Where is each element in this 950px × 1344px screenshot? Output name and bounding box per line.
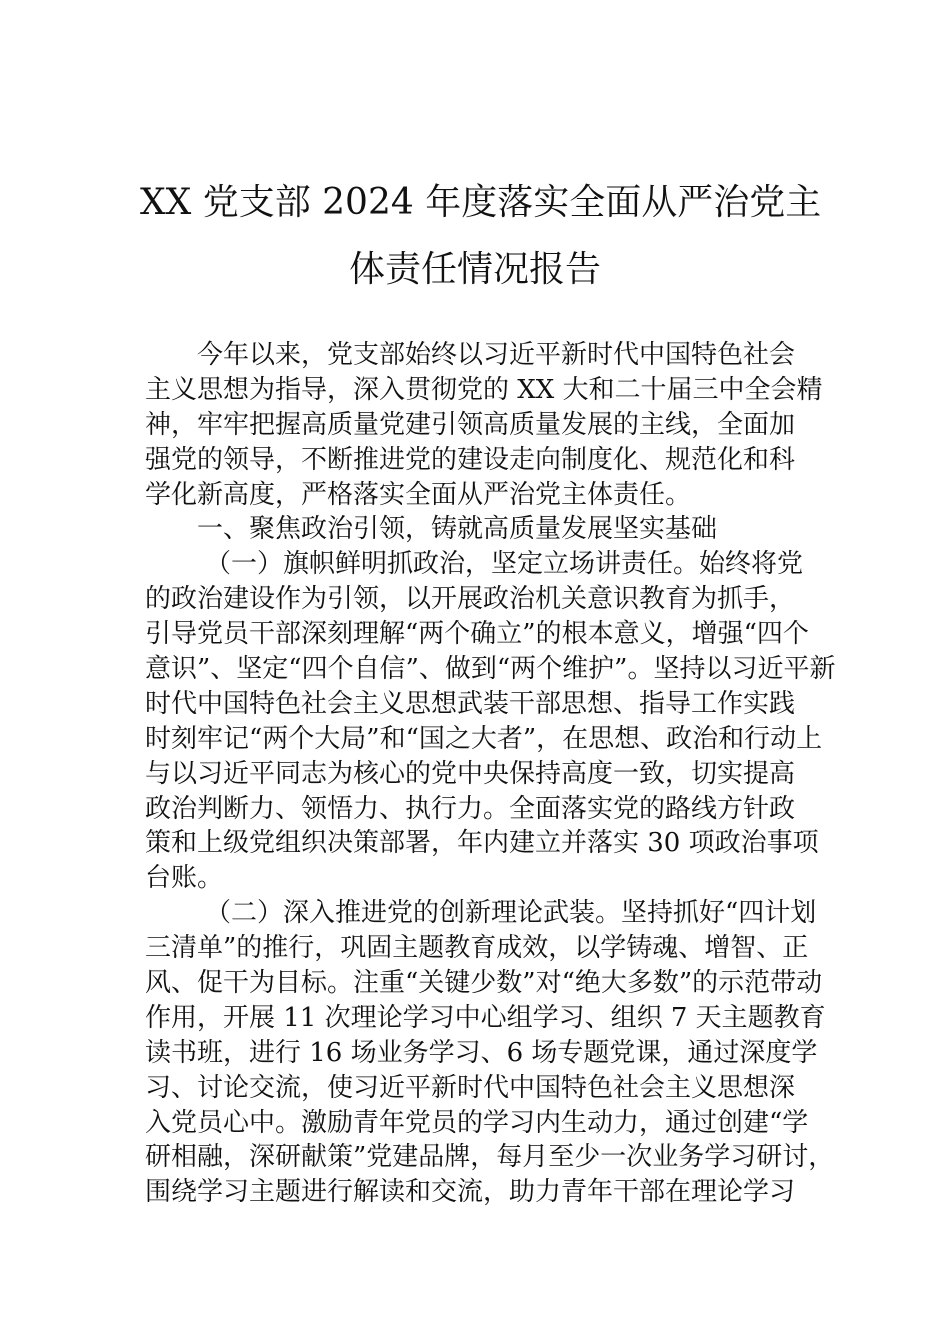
section-heading-1: 一、聚焦政治引领，铸就高质量发展坚实基础 — [197, 514, 718, 545]
paragraph-1-line: 与以习近平同志为核心的党中央保持高度一致，切实提高 — [145, 758, 796, 789]
paragraph-1-line: 引导党员干部深刻理解“两个确立”的根本意义，增强“四个 — [145, 619, 809, 650]
paragraph-2-line: 入党员心中。激励青年党员的学习内生动力，通过创建“学 — [145, 1107, 809, 1138]
paragraph-intro-line: 强党的领导，不断推进党的建设走向制度化、规范化和科 — [145, 444, 796, 475]
paragraph-1-line: 时刻牢记“两个大局”和“国之大者”，在思想、政治和行动上 — [145, 723, 823, 754]
paragraph-2-line: 习、讨论交流，使习近平新时代中国特色社会主义思想深 — [145, 1072, 796, 1103]
paragraph-2-line: 风、促干为目标。注重“关键少数”对“绝大多数”的示范带动 — [145, 968, 823, 999]
paragraph-1-line: （一）旗帜鲜明抓政治，坚定立场讲责任。始终将党 — [205, 549, 804, 580]
paragraph-2-line: 读书班，进行 16 场业务学习、6 场专题党课，通过深度学 — [145, 1037, 818, 1068]
document-title-line-2: 体责任情况报告 — [348, 249, 601, 290]
document-body — [145, 338, 836, 1210]
paragraph-1-line: 意识”、坚定“四个自信”、做到“两个维护”。坚持以习近平新 — [145, 654, 836, 685]
paragraph-1-line: 的政治建设作为引领，以开展政治机关意识教育为抓手， — [145, 584, 796, 615]
paragraph-1-line: 政治判断力、领悟力、执行力。全面落实党的路线方针政 — [145, 793, 796, 824]
document-title-line-1: XX 党支部 2024 年度落实全面从严治党主 — [140, 182, 822, 223]
paragraph-1-line: 时代中国特色社会主义思想武装干部思想、指导工作实践 — [145, 688, 796, 719]
paragraph-intro-line: 今年以来，党支部始终以习近平新时代中国特色社会 — [197, 340, 796, 370]
paragraph-intro-line: 学化新高度，严格落实全面从严治党主体责任。 — [145, 479, 692, 510]
paragraph-2-line: 研相融，深研献策”党建品牌，每月至少一次业务学习研讨， — [145, 1142, 835, 1173]
paragraph-2-line: 三清单”的推行，巩固主题教育成效，以学铸魂、增智、正 — [145, 933, 809, 964]
paragraph-2-line: （二）深入推进党的创新理论武装。坚持抓好“四计划 — [205, 898, 817, 929]
paragraph-1-line: 策和上级党组织决策部署，年内建立并落实 30 项政治事项 — [145, 828, 819, 859]
paragraph-2-line: 作用，开展 11 次理论学习中心组学习、组织 7 天主题教育 — [145, 1002, 826, 1033]
paragraph-2-line: 围绕学习主题进行解读和交流，助力青年干部在理论学习 — [145, 1177, 796, 1208]
paragraph-intro-line: 主义思想为指导，深入贯彻党的 XX 大和二十届三中全会精 — [145, 374, 823, 405]
paragraph-intro-line: 神，牢牢把握高质量党建引领高质量发展的主线，全面加 — [145, 409, 796, 440]
paragraph-1-line: 台账。 — [145, 863, 224, 894]
